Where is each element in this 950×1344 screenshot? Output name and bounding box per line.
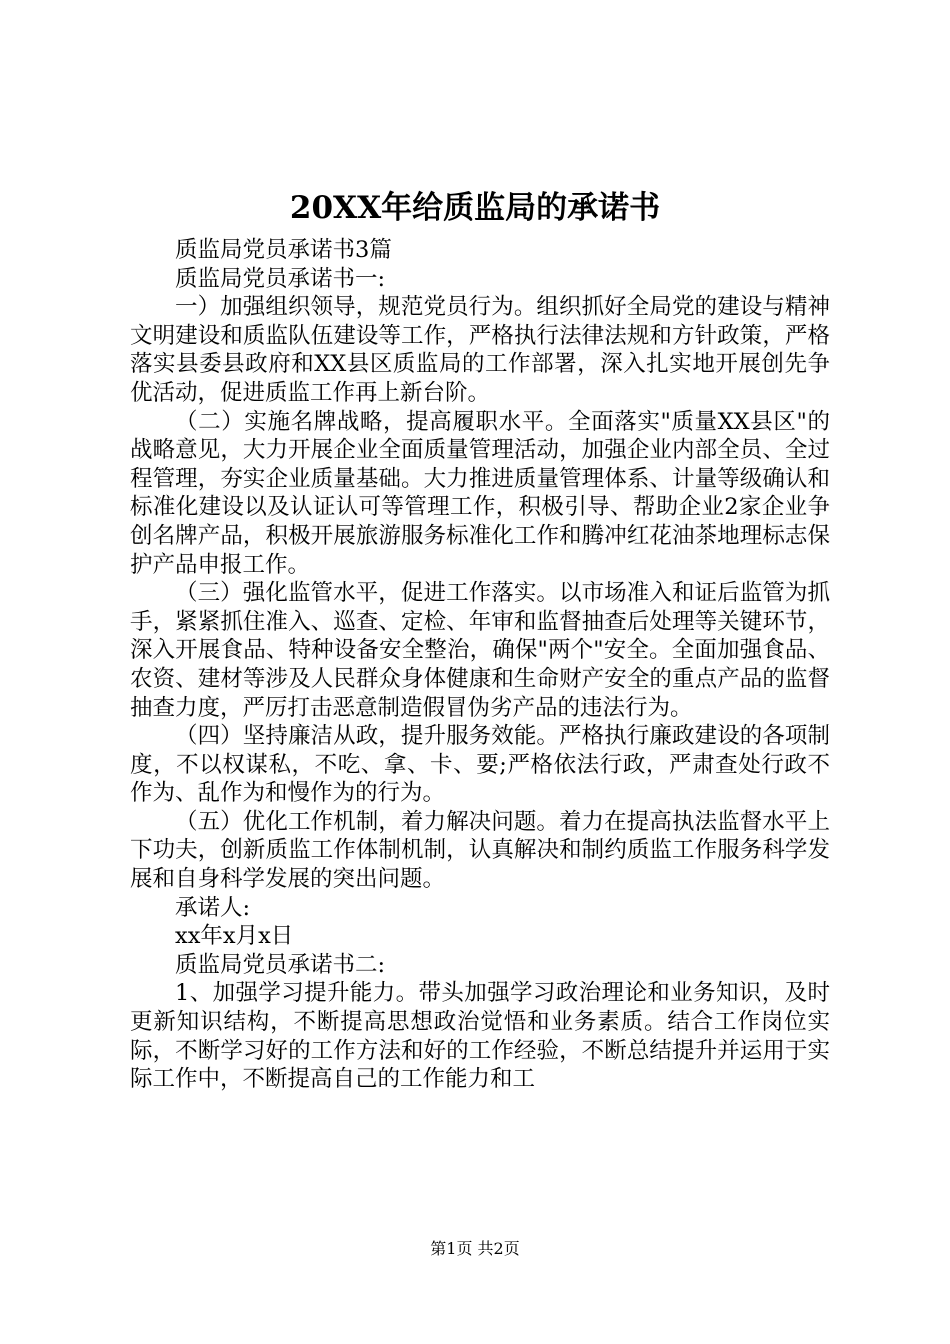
page-number: 第1页 共2页 — [430, 1239, 520, 1258]
document-title: 20XX年给质监局的承诺书 — [289, 190, 661, 226]
signatory-label: 承诺人: — [175, 894, 251, 921]
paragraph: 一）加强组织领导，规范党员行为。组织抓好全局党的建设与精神文明建设和质监队伍建设等工作，严格执行法律法规和方针政策，严格落实县委县政府和XX县区质监局的工作部署，深入扎实地开展创先争优活动，促进质监工作再上新台阶。 — [130, 294, 830, 406]
section-heading: 质监局党员承诺书二: — [175, 951, 386, 978]
paragraph: （四）坚持廉洁从政，提升服务效能。严格执行廉政建设的各项制度，不以权谋私，不吃、拿、卡、要;严格依法行政，严肃查处行政不作为、乱作为和慢作为的行为。 — [130, 723, 830, 807]
paragraph: （五）优化工作机制，着力解决问题。着力在提高执法监督水平上下功夫，创新质监工作体制机制，认真解决和制约质监工作服务科学发展和自身科学发展的突出问题。 — [130, 808, 830, 893]
paragraph: （三）强化监管水平，促进工作落实。以市场准入和证后监管为抓手，紧紧抓住准入、巡查、定检、年审和监督抽查后处理等关键环节，深入开展食品、特种设备安全整治，确保"两个"安全。全面加强食品、农资、建材等涉及人民群众身体健康和生命财产安全的重点产品的监督抽查力度，严厉打击恶意制造假冒伪劣产品的违法行为。 — [130, 580, 830, 721]
paragraph: 质监局党员承诺书一: — [175, 265, 386, 292]
paragraph: 1、加强学习提升能力。带头加强学习政治理论和业务知识，及时更新知识结构，不断提高思想政治觉悟和业务素质。结合工作岗位实际，不断学习好的工作方法和好的工作经验，不断总结提升并运用于实际工作中，不断提高自己的工作能力和工 — [130, 980, 830, 1093]
document-body — [130, 236, 830, 1094]
date-line: xx年x月x日 — [175, 923, 294, 950]
paragraph: 质监局党员承诺书3篇 — [175, 237, 392, 263]
paragraph: （二）实施名牌战略，提高履职水平。全面落实"质量XX县区"的战略意见，大力开展企业全面质量管理活动，加强企业内部全员、全过程管理，夯实企业质量基础。大力推进质量管理体系、计量等级确认和标准化建设以及认证认可等管理工作，积极引导、帮助企业2家企业争创名牌产品，积极开展旅游服务标准化工作和腾冲红花油茶地理标志保护产品申报工作。 — [130, 408, 830, 578]
